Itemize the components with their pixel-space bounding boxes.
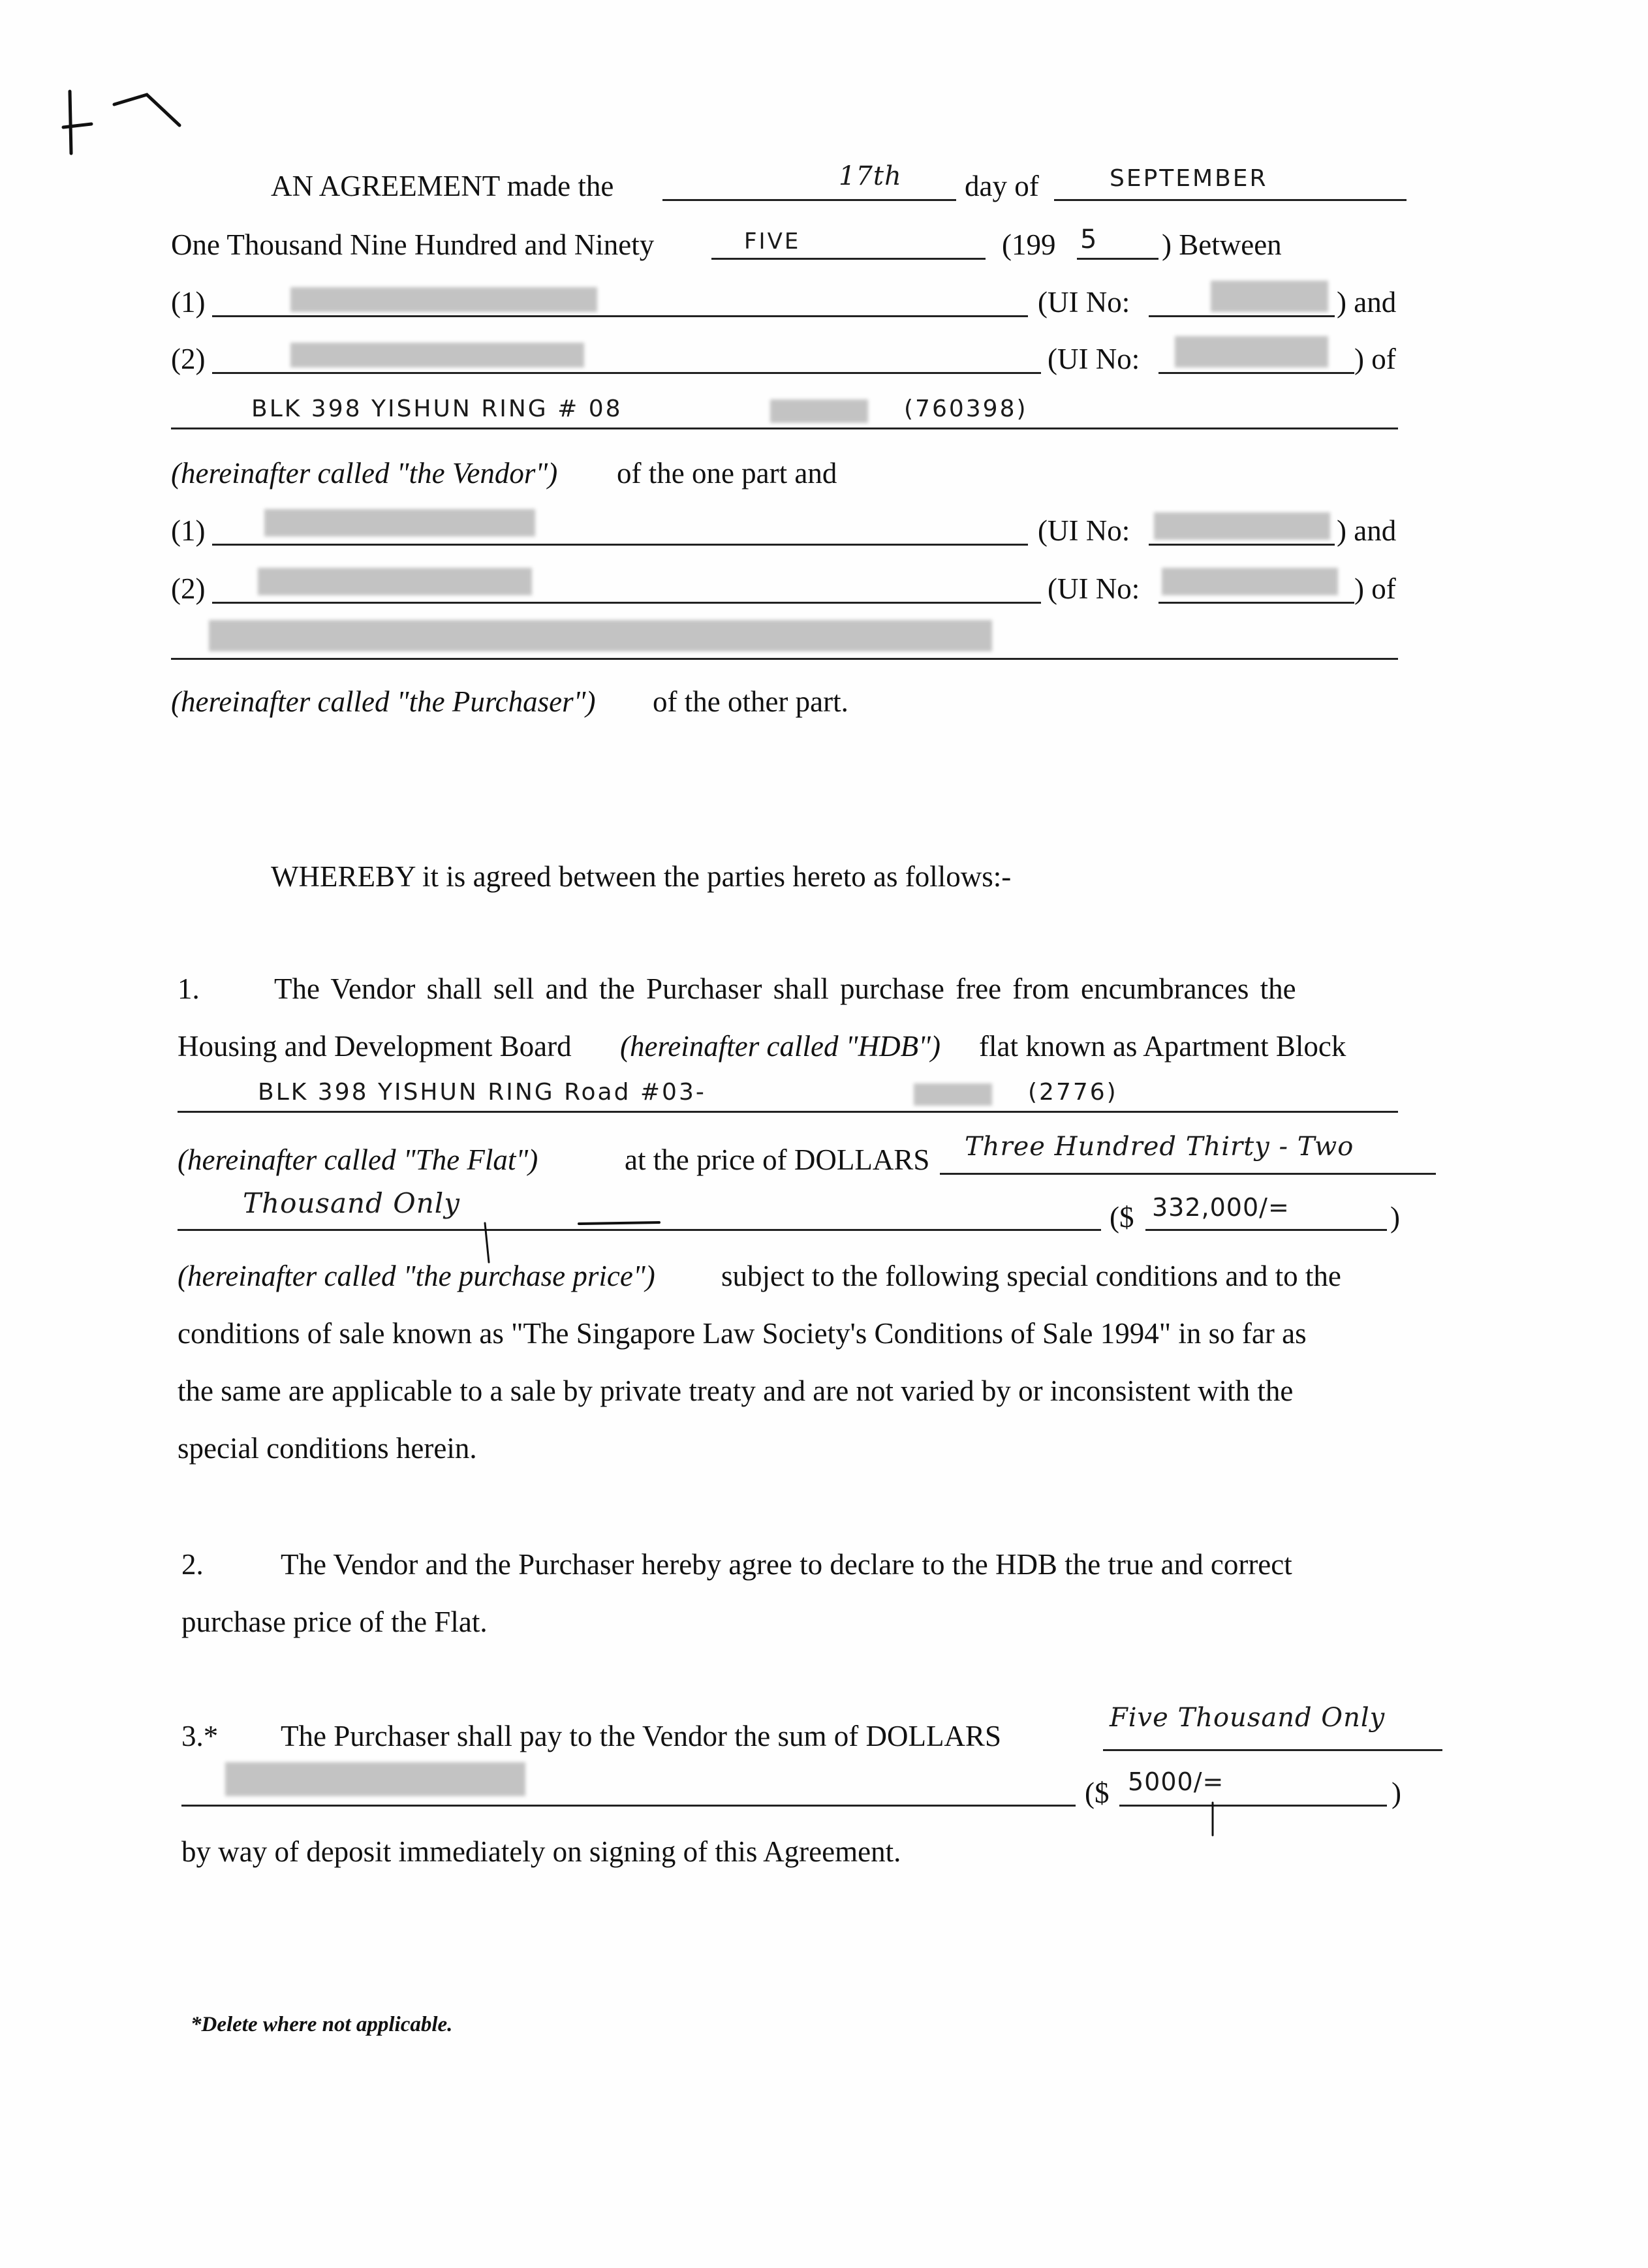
vendor-address-line xyxy=(171,427,1398,429)
price-words-value-1: Three Hundred Thirty - Two xyxy=(965,1132,1354,1162)
purchaser-2-ui-label: (UI No: xyxy=(1048,572,1140,605)
clause-1-line-6b: subject to the following special conditions and to the xyxy=(721,1260,1341,1292)
vendor-2-ui-label: (UI No: xyxy=(1048,343,1140,375)
deposit-tick-mark xyxy=(1207,1801,1220,1841)
deposit-words-line xyxy=(1103,1749,1442,1751)
corner-pen-mark xyxy=(62,78,186,163)
clause-3-line-1: The Purchaser shall pay to the Vendor the sum of DOLLARS xyxy=(281,1720,1001,1752)
price-paren-close: ) xyxy=(1390,1201,1400,1234)
vendor-address-unit-redacted xyxy=(770,399,868,423)
vendor-called-text: (hereinafter called "the Vendor") xyxy=(171,457,558,489)
vendor-2-number: (2) xyxy=(171,343,206,375)
purchaser-1-ui-line xyxy=(1149,544,1335,546)
year-close-text: ) Between xyxy=(1162,228,1282,261)
year-digit-blank-line xyxy=(1077,258,1158,260)
day-value: 17th xyxy=(839,161,902,191)
clause-1-line-1: The Vendor shall sell and the Purchaser shall purchase free from encumbrances the xyxy=(274,972,1296,1005)
clause-1-line-4b: at the price of DOLLARS xyxy=(625,1143,930,1176)
purchaser-1-and: ) and xyxy=(1337,514,1397,547)
footnote-text: *Delete where not applicable. xyxy=(191,2013,453,2036)
clause-1-line-4a: (hereinafter called "The Flat") xyxy=(178,1143,538,1176)
price-words-value-2: Thousand Only xyxy=(243,1187,460,1219)
purchaser-2-name-line xyxy=(212,602,1041,604)
vendor-1-ui-redacted xyxy=(1211,281,1328,312)
vendor-2-ui-line xyxy=(1158,372,1354,374)
month-value: SEPTEMBER xyxy=(1110,165,1268,192)
purchaser-2-ui-redacted xyxy=(1162,568,1338,595)
clause-1-line-7: conditions of sale known as "The Singapore Law Society's Conditions of Sale 1994" in so far as xyxy=(178,1317,1307,1350)
vendor-2-name-line xyxy=(212,372,1041,374)
price-words-dash-mark xyxy=(578,1217,662,1230)
deposit-value-line xyxy=(1119,1805,1387,1807)
price-value: 332,000/= xyxy=(1152,1193,1290,1222)
flat-address-value: BLK 398 YISHUN RING Road #03- xyxy=(258,1079,706,1106)
price-words-line-1 xyxy=(940,1173,1436,1175)
vendor-2-of: ) of xyxy=(1354,343,1396,375)
vendor-1-number: (1) xyxy=(171,286,206,318)
purchaser-address-redacted xyxy=(209,620,992,651)
deposit-words-value: Five Thousand Only xyxy=(1110,1703,1386,1733)
purchaser-1-ui-label: (UI No: xyxy=(1038,514,1130,547)
clause-2-line-2: purchase price of the Flat. xyxy=(181,1606,488,1638)
vendor-called-tail: of the one part and xyxy=(617,457,837,489)
month-blank-line xyxy=(1054,199,1407,201)
year-word-value: FIVE xyxy=(744,228,801,255)
purchaser-1-name-redacted xyxy=(264,509,535,536)
day-blank-line xyxy=(662,199,956,201)
clause-1-number: 1. xyxy=(178,972,200,1005)
purchaser-1-number: (1) xyxy=(171,514,206,547)
clause-1-line-2b: (hereinafter called "HDB") xyxy=(620,1030,941,1063)
year-open-text: (199 xyxy=(1002,228,1056,261)
year-words-text: One Thousand Nine Hundred and Ninety xyxy=(171,228,655,261)
price-words-line-2 xyxy=(178,1229,1101,1231)
vendor-1-name-line xyxy=(212,315,1028,317)
clause-3-number: 3.* xyxy=(181,1720,219,1752)
day-of-text: day of xyxy=(965,170,1039,202)
clause-1-line-2c: flat known as Apartment Block xyxy=(979,1030,1346,1063)
flat-address-line xyxy=(178,1111,1398,1113)
purchaser-2-ui-line xyxy=(1158,602,1354,604)
deposit-words-line-2 xyxy=(181,1805,1076,1807)
vendor-1-name-redacted xyxy=(290,287,597,312)
purchaser-address-line xyxy=(171,658,1398,660)
purchaser-1-ui-redacted xyxy=(1154,512,1330,540)
flat-postal-value: (2776) xyxy=(1028,1079,1118,1106)
purchaser-2-name-redacted xyxy=(258,568,532,595)
clause-2-line-1: The Vendor and the Purchaser hereby agree to declare to the HDB the true and correct xyxy=(281,1548,1292,1581)
purchaser-called-text: (hereinafter called "the Purchaser") xyxy=(171,685,596,718)
flat-unit-redacted xyxy=(914,1083,992,1106)
clause-1-line-8: the same are applicable to a sale by private treaty and are not varied by or inconsistent with the xyxy=(178,1375,1294,1407)
year-word-blank-line xyxy=(711,258,986,260)
deposit-value: 5000/= xyxy=(1128,1767,1224,1796)
clause-1-line-9: special conditions herein. xyxy=(178,1432,477,1465)
vendor-1-ui-label: (UI No: xyxy=(1038,286,1130,318)
vendor-2-name-redacted xyxy=(290,343,584,367)
clause-1-line-6a: (hereinafter called "the purchase price") xyxy=(178,1260,655,1292)
clause-1-line-2a: Housing and Development Board xyxy=(178,1030,572,1063)
purchaser-2-of: ) of xyxy=(1354,572,1396,605)
vendor-1-ui-line xyxy=(1149,315,1335,317)
vendor-2-ui-redacted xyxy=(1175,336,1328,367)
whereby-text: WHEREBY it is agreed between the parties hereto as follows:- xyxy=(271,860,1012,893)
vendor-postal-value: (760398) xyxy=(904,396,1028,422)
clause-3-line-3: by way of deposit immediately on signing of this Agreement. xyxy=(181,1835,901,1868)
deposit-paren-close: ) xyxy=(1391,1777,1401,1809)
purchaser-2-number: (2) xyxy=(171,572,206,605)
price-paren-open: ($ xyxy=(1110,1201,1134,1234)
clause-2-number: 2. xyxy=(181,1548,204,1581)
deposit-paren-open: ($ xyxy=(1085,1777,1110,1809)
purchaser-1-name-line xyxy=(212,544,1028,546)
vendor-1-and: ) and xyxy=(1337,286,1397,318)
year-digit-value: 5 xyxy=(1080,225,1099,255)
deposit-words-redacted xyxy=(225,1762,525,1796)
vendor-address-value: BLK 398 YISHUN RING # 08 xyxy=(251,396,623,422)
price-value-line xyxy=(1145,1229,1387,1231)
intro-text: AN AGREEMENT made the xyxy=(271,170,614,202)
purchaser-called-tail: of the other part. xyxy=(653,685,848,718)
